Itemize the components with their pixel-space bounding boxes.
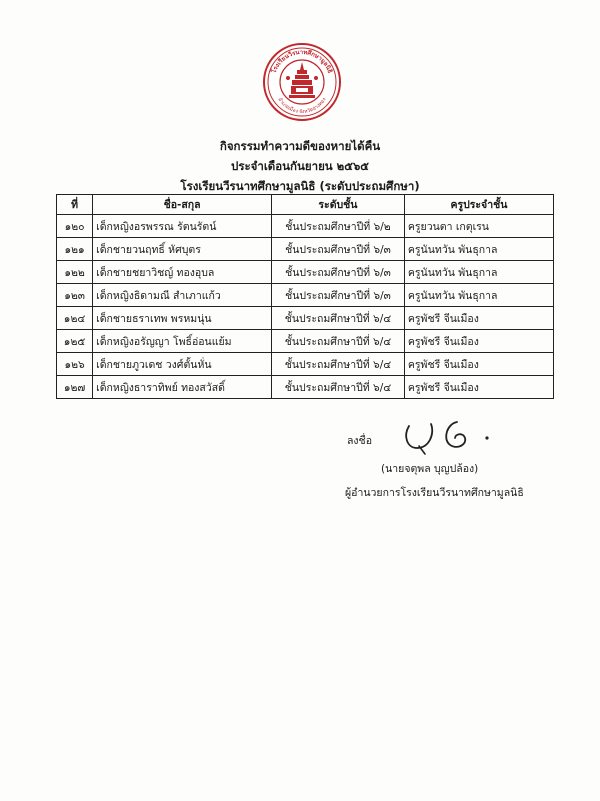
signer-position: ผู้อำนวยการโรงเรียนวีรนาทศึกษามูลนิธิ [345,487,524,499]
table-row [57,215,554,238]
cell-no: ๑๒๔ [57,307,93,330]
document-titles [0,136,600,196]
table-row [57,376,554,399]
cell-level: ชั้นประถมศึกษาปีที่ ๖/๔ [272,376,405,399]
cell-no: ๑๒๓ [57,284,93,307]
cell-no: ๑๒๒ [57,261,93,284]
cell-no: ๑๒๑ [57,238,93,261]
cell-name: เด็กชายวนฤทธิ์ หัศบุตร [93,238,272,261]
cell-name: เด็กชายธราเทพ พรหมนุ่น [93,307,272,330]
col-header-no: ที่ [57,195,93,215]
table-row [57,353,554,376]
col-header-name: ชื่อ-สกุล [93,195,272,215]
cell-no: ๑๒๗ [57,376,93,399]
signature-label: ลงชื่อ [347,435,372,447]
cell-level: ชั้นประถมศึกษาปีที่ ๖/๓ [272,284,405,307]
cell-teacher: ครูพัชรี จีนเมือง [404,376,553,399]
cell-name: เด็กหญิงธาราทิพย์ ทองสวัสดิ์ [93,376,272,399]
table-row [57,330,554,353]
cell-level: ชั้นประถมศึกษาปีที่ ๖/๓ [272,238,405,261]
logo-top-text: โรงเรียนวีรนาทศึกษามูลนิธิ [270,48,334,75]
title-month: ประจำเดือนกันยายน ๒๕๖๕ [231,159,369,173]
cell-no: ๑๒๕ [57,330,93,353]
col-header-level: ระดับชั้น [272,195,405,215]
cell-level: ชั้นประถมศึกษาปีที่ ๖/๒ [272,215,405,238]
table-header-row [57,195,554,215]
cell-teacher: ครูนันทวัน พันธุกาล [404,284,553,307]
table-row [57,284,554,307]
handwritten-signature [395,412,505,458]
cell-no: ๑๒๖ [57,353,93,376]
cell-name: เด็กชายภูวเดช วงศ์ตั้นหั่น [93,353,272,376]
cell-no: ๑๒๐ [57,215,93,238]
cell-name: เด็กชายชยาวิชญ์ ทองอุบล [93,261,272,284]
cell-level: ชั้นประถมศึกษาปีที่ ๖/๔ [272,307,405,330]
student-roster-table [56,194,554,399]
title-school: โรงเรียนวีรนาทศึกษามูลนิธิ (ระดับประถมศึกษา) [180,179,420,193]
table-row [57,261,554,284]
logo-bottom-text: อำเภอเมือง จังหวัดอ่างทอง [276,96,328,116]
cell-teacher: ครูพัชรี จีนเมือง [404,307,553,330]
cell-level: ชั้นประถมศึกษาปีที่ ๖/๔ [272,330,405,353]
cell-teacher: ครูนันทวัน พันธุกาล [404,261,553,284]
cell-level: ชั้นประถมศึกษาปีที่ ๖/๓ [272,261,405,284]
cell-name: เด็กหญิงธิดามณี สำเภาแก้ว [93,284,272,307]
cell-teacher: ครูพัชรี จีนเมือง [404,353,553,376]
school-seal-logo [262,42,342,122]
signer-name: (นายจตุพล บุญปล้อง) [381,463,479,475]
cell-level: ชั้นประถมศึกษาปีที่ ๖/๔ [272,353,405,376]
title-activity: กิจกรรมทำความดีของหายได้คืน [219,139,381,153]
table-row [57,307,554,330]
cell-teacher: ครูนันทวัน พันธุกาล [404,238,553,261]
cell-name: เด็กหญิงอรพรรณ รัตนรัตน์ [93,215,272,238]
col-header-teacher: ครูประจำชั้น [404,195,553,215]
cell-teacher: ครูยวนตา เกตุเรน [404,215,553,238]
table-row [57,238,554,261]
cell-teacher: ครูพัชรี จีนเมือง [404,330,553,353]
cell-name: เด็กหญิงอรัญญา โพธิ์อ่อนแย้ม [93,330,272,353]
